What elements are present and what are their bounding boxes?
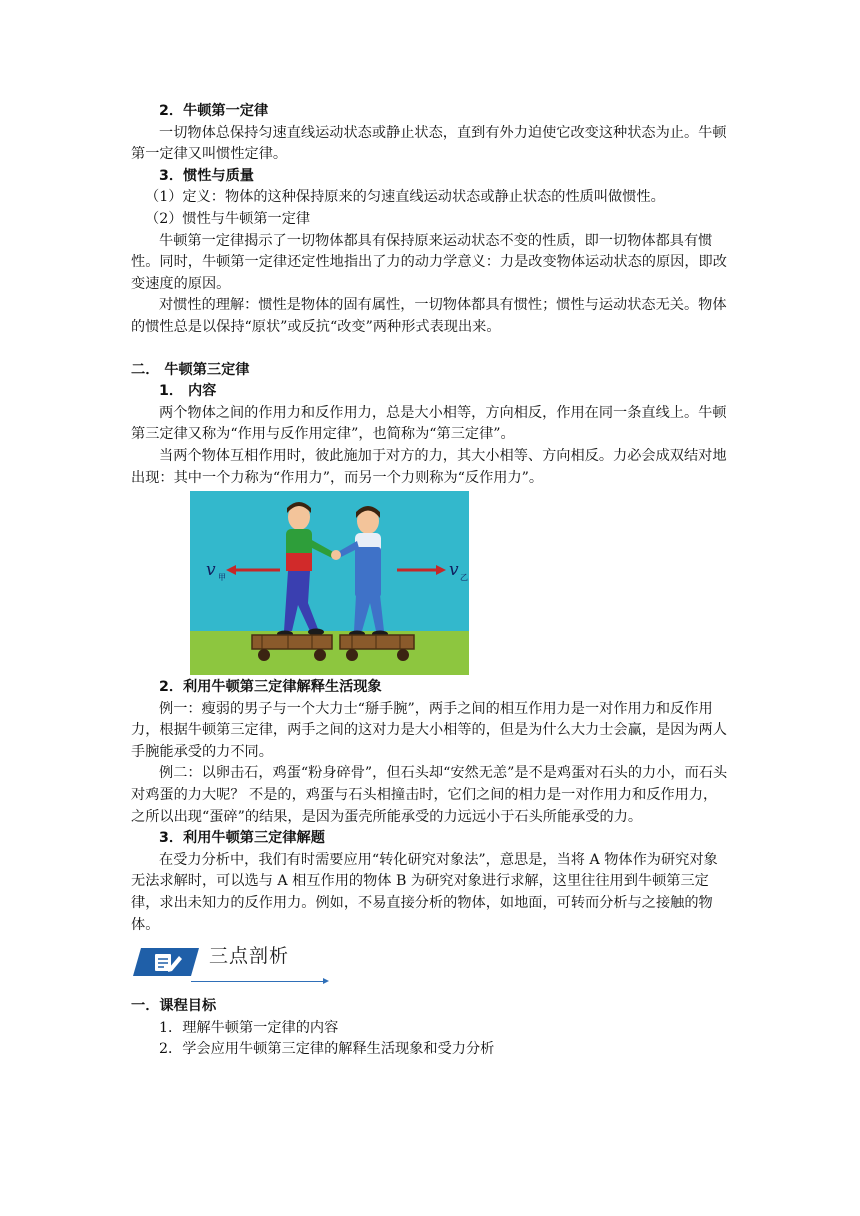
right-velocity-sub: 乙: [460, 573, 468, 583]
paragraph-inertia-relation: （2）惯性与牛顿第一定律: [145, 210, 311, 227]
subheading-problem-solving: 3．利用牛顿第三定律解题: [159, 830, 325, 847]
paragraph-problem-solving: 在受力分析中，我们有时需要应用“转化研究对象法”，意思是，当将 A 物体作为研究对象无法求解时，可以选与 A 相互作用的物体 B 为研究对象进行求解，这里往往用到牛顿第三定律，求出未知力的反作用力。例如，不易直接分析的物体，如地面，可转而分析与之接触的物体。: [131, 851, 718, 933]
left-velocity-sub: 甲: [218, 573, 226, 583]
subheading-life-phenomena: 2．利用牛顿第三定律解释生活现象: [159, 679, 382, 696]
paragraph-inertia-law: 牛顿第一定律揭示了一切物体都具有保持原来运动状态不变的性质，即一切物体都具有惯性。同时，牛顿第一定律还定性地指出了力的动力学意义：力是改变物体运动状态的原因，即改变速度的原因。: [131, 232, 727, 292]
heading-course-goals: 一．课程目标: [131, 998, 217, 1015]
banner-underline: [191, 981, 325, 982]
document-body: [131, 101, 731, 1061]
skateboard-kids-illustration: [190, 491, 469, 675]
clasped-hands: [331, 550, 341, 560]
banner-title: 三点剖析: [209, 945, 290, 968]
sky-background: [190, 491, 469, 631]
subheading-content: 1． 内容: [159, 383, 217, 400]
section-banner: [131, 942, 731, 982]
paragraph-action-reaction: 当两个物体互相作用时，彼此施加于对方的力，其大小相等、方向相反。力必会成双结对地出现：其中一个力称为“作用力”，而另一个力则称为“反作用力”。: [131, 447, 727, 486]
heading-inertia-mass: 3．惯性与质量: [159, 167, 254, 184]
illustration-svg: [190, 491, 469, 675]
paragraph-newton-first-law: 一切物体总保持匀速直线运动状态或静止状态，直到有外力迫使它改变这种状态为止。牛顿第一定律又叫惯性定律。: [131, 124, 727, 163]
paragraph-third-law-definition: 两个物体之间的作用力和反作用力，总是大小相等，方向相反，作用在同一条直线上。牛顿第三定律又称为“作用与反作用定律”，也简称为“第三定律”。: [131, 404, 727, 443]
heading-newton-first-law: 2．牛顿第一定律: [159, 103, 269, 119]
paragraph-inertia-definition: （1）定义：物体的这种保持原来的匀速直线运动状态或静止状态的性质叫做惯性。: [145, 189, 665, 206]
heading-newton-third-law: 二． 牛顿第三定律: [131, 361, 250, 378]
banner-arrow-icon: [323, 978, 329, 984]
left-velocity-label: v: [206, 560, 216, 581]
notepad-pencil-icon: [133, 948, 199, 976]
goal-item-1: 1．理解牛顿第一定律的内容: [159, 1019, 339, 1036]
paragraph-example-two: 例二：以卵击石，鸡蛋“粉身碎骨”，但石头却“安然无恙”是不是鸡蛋对石头的力小，而石头对鸡蛋的力大呢？ 不是的，鸡蛋与石头相撞击时，它们之间的相力是一对作用力和反作用力，之所以出现“蛋碎”的结果，是因为蛋壳所能承受的力远远小于石头所能承受的力。: [131, 765, 728, 825]
paragraph-inertia-understanding: 对惯性的理解：惯性是物体的固有属性，一切物体都具有惯性；惯性与运动状态无关。物体的惯性总是以保持“原状”或反抗“改变”两种形式表现出来。: [131, 297, 727, 335]
paragraph-example-one: 例一：瘦弱的男子与一个大力士“掰手腕”，两手之间的相互作用力是一对作用力和反作用力，根据牛顿第三定律，两手之间的这对力是大小相等的，但是为什么大力士会赢，是因为两人手腕能承受的力不同。: [131, 700, 727, 760]
goal-item-2: 2．学会应用牛顿第三定律的解释生活现象和受力分析: [159, 1041, 495, 1058]
right-velocity-label: v: [449, 560, 459, 581]
